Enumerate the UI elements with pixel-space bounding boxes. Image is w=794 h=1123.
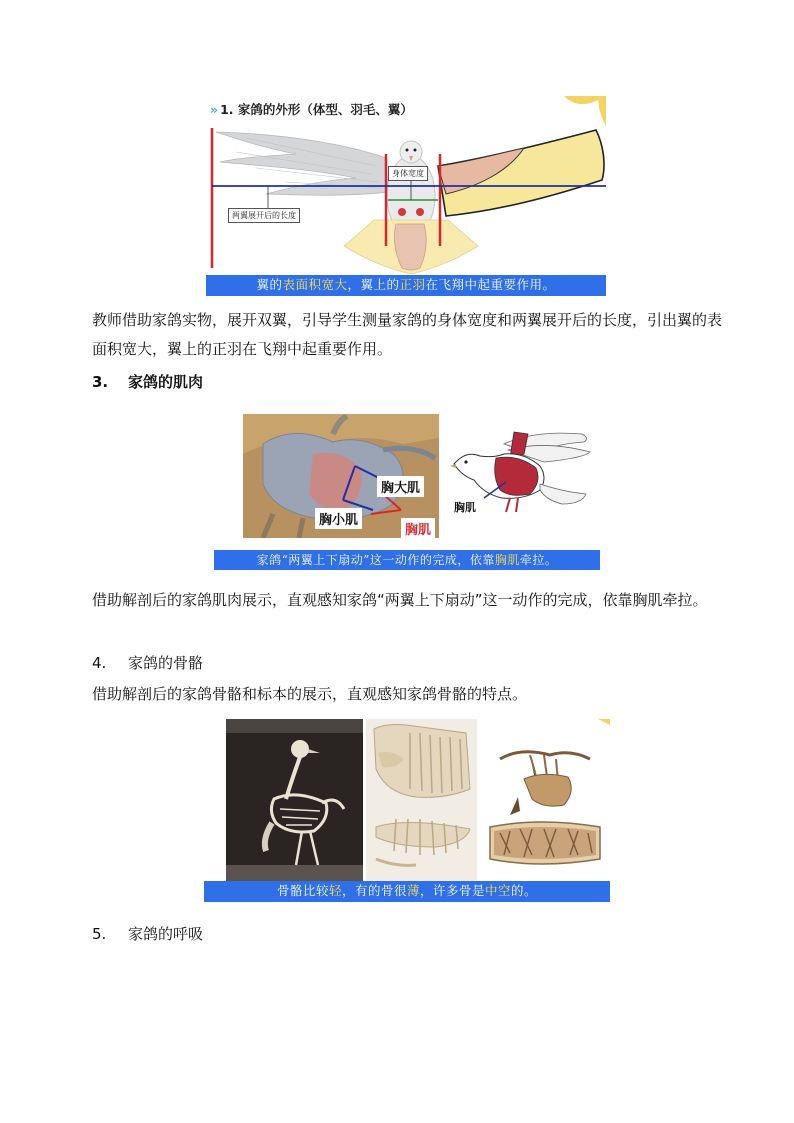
figure2-caption: 家鸽“两翼上下扇动”这一动作的完成，依靠胸肌牵拉。 [214, 550, 600, 570]
section-heading-muscle: 3. 家鸽的肌肉 [92, 373, 204, 391]
pigeon-muscle-illustration [444, 414, 600, 538]
section-heading-respiration: 5. 家鸽的呼吸 [92, 925, 204, 943]
figure3-caption: 骨骼比较轻，有的骨很薄，许多骨是中空的。 [204, 881, 610, 902]
hollow-bone-illustration [480, 719, 610, 883]
paragraph-muscle: 借助解剖后的家鸽肌肉展示，直观感知家鸽“两翼上下扇动”这一动作的完成，依靠胸肌牵拉。 [92, 591, 708, 609]
pectoralis-major-label: 胸大肌 [377, 476, 424, 497]
figure1-caption: 翼的表面积宽大，翼上的正羽在飞翔中起重要作用。 [206, 275, 606, 296]
section-heading-skeleton: 4. 家鸽的骨骼 [92, 654, 204, 672]
paragraph-wings: 教师借助家鸽实物，展开双翼，引导学生测量家鸽的身体宽度和两翼展开后的长度，引出翼的表面积宽大，翼上的正羽在飞翔中起重要作用。 [92, 311, 723, 358]
pigeon-muscle-diagram [444, 414, 600, 538]
skeleton-specimen-photo [226, 719, 363, 883]
body-width-label: 身体宽度 [388, 166, 428, 181]
pigeon-wingspan-illustration [206, 96, 606, 296]
paragraph-skeleton: 借助解剖后的家鸽骨骼和标本的展示，直观感知家鸽骨骼的特点。 [92, 685, 528, 703]
thin-bones-photo [366, 719, 477, 883]
pectoralis-minor-label: 胸小肌 [315, 508, 362, 529]
figure1-title: » 1. 家鸽的外形（体型、羽毛、翼） [210, 102, 413, 117]
double-chevron-icon: » [210, 102, 219, 117]
diagram-pectoral-label: 胸肌 [454, 501, 476, 514]
thin-bones-illustration [366, 719, 477, 883]
hollow-bone-photo [480, 719, 610, 883]
skeleton-specimen-illustration [226, 719, 363, 883]
dissected-pigeon-photo [243, 414, 439, 538]
wingspan-label: 两翼展开后的长度 [228, 208, 300, 223]
pigeon-shape-figure [206, 96, 606, 296]
pectoral-muscle-label: 胸肌 [401, 518, 435, 538]
